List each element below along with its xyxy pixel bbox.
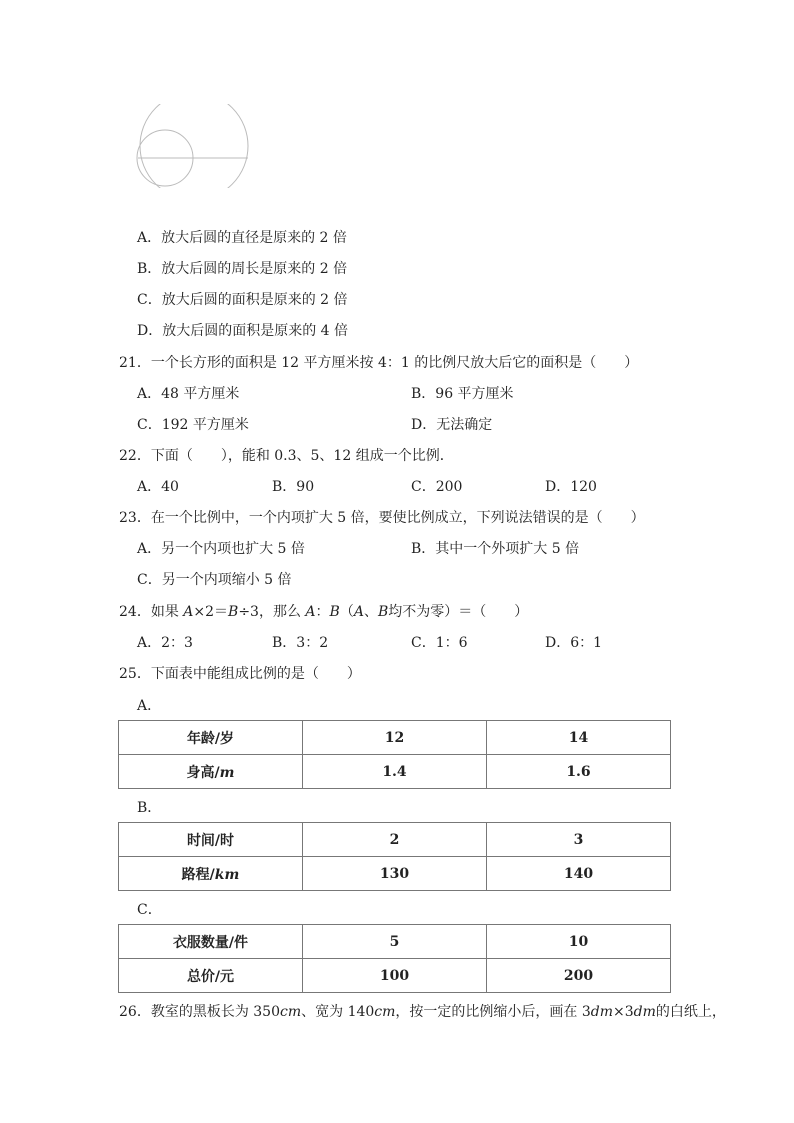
- table-row: [119, 925, 671, 959]
- q23-option-c: C．另一个内项缩小 5 倍: [137, 572, 292, 588]
- q25-stem: 25．下面表中能组成比例的是（ ）: [119, 666, 361, 682]
- q21-option-a: A．48 平方厘米: [137, 386, 240, 402]
- table-cell: 100: [303, 959, 487, 993]
- q22-option-d: D．120: [545, 479, 597, 495]
- table-cell: 衣服数量/件: [119, 925, 303, 959]
- q25-table-a-label: A．: [137, 698, 162, 714]
- table-cell: 140: [487, 857, 671, 891]
- q24-stem: 24．如果 A×2＝B÷3，那么 A：B（A、B均不为零）＝（ ）: [119, 604, 529, 620]
- q20-option-d: D．放大后圆的面积是原来的 4 倍: [137, 323, 349, 339]
- table-cell: 总价/元: [119, 959, 303, 993]
- q25-table-b: [118, 822, 671, 891]
- q22-option-a: A．40: [137, 479, 179, 495]
- table-cell: 1.6: [487, 755, 671, 789]
- q24-option-a: A．2：3: [137, 635, 193, 651]
- table-cell: 14: [487, 721, 671, 755]
- q25-table-c: [118, 924, 671, 993]
- q21-stem: 21．一个长方形的面积是 12 平方厘米按 4：1 的比例尺放大后它的面积是（ ）: [119, 355, 639, 371]
- q24-option-c: C．1：6: [411, 635, 468, 651]
- table-row: [119, 823, 671, 857]
- q22-option-b: B．90: [272, 479, 315, 495]
- q23-option-a: A．另一个内项也扩大 5 倍: [137, 541, 305, 557]
- q20-option-a: A．放大后圆的直径是原来的 2 倍: [137, 230, 347, 246]
- table-cell: 路程/km: [119, 857, 303, 891]
- q25-table-c-label: C．: [137, 902, 162, 918]
- table-cell: 12: [303, 721, 487, 755]
- circle-figure: [136, 104, 252, 188]
- table-cell: 1.4: [303, 755, 487, 789]
- table-row: [119, 959, 671, 993]
- q25-table-b-label: B．: [137, 800, 162, 816]
- table-cell: 10: [487, 925, 671, 959]
- q24-option-b: B．3：2: [272, 635, 329, 651]
- table-cell: 200: [487, 959, 671, 993]
- table-cell: 年龄/岁: [119, 721, 303, 755]
- table-row: [119, 721, 671, 755]
- table-cell: 5: [303, 925, 487, 959]
- q21-option-d: D．无法确定: [411, 417, 493, 433]
- table-cell: 时间/时: [119, 823, 303, 857]
- table-row: [119, 857, 671, 891]
- q21-option-b: B．96 平方厘米: [411, 386, 514, 402]
- q24-option-d: D．6：1: [545, 635, 603, 651]
- q23-option-b: B．其中一个外项扩大 5 倍: [411, 541, 580, 557]
- q20-option-c: C．放大后圆的面积是原来的 2 倍: [137, 292, 348, 308]
- table-cell: 2: [303, 823, 487, 857]
- q23-stem: 23．在一个比例中，一个内项扩大 5 倍，要使比例成立，下列说法错误的是（ ）: [119, 510, 645, 526]
- table-row: [119, 755, 671, 789]
- table-cell: 身高/m: [119, 755, 303, 789]
- table-cell: 130: [303, 857, 487, 891]
- q22-option-c: C．200: [411, 479, 463, 495]
- q25-table-a: [118, 720, 671, 789]
- q22-stem: 22．下面（ ），能和 0.3、5、12 组成一个比例．: [119, 448, 454, 464]
- q21-option-c: C．192 平方厘米: [137, 417, 249, 433]
- q20-option-b: B．放大后圆的周长是原来的 2 倍: [137, 261, 348, 277]
- q26-stem: 26．教室的黑板长为 350cm、宽为 140cm，按一定的比例缩小后，画在 3dm×3dm的白纸上，: [119, 1004, 726, 1020]
- table-cell: 3: [487, 823, 671, 857]
